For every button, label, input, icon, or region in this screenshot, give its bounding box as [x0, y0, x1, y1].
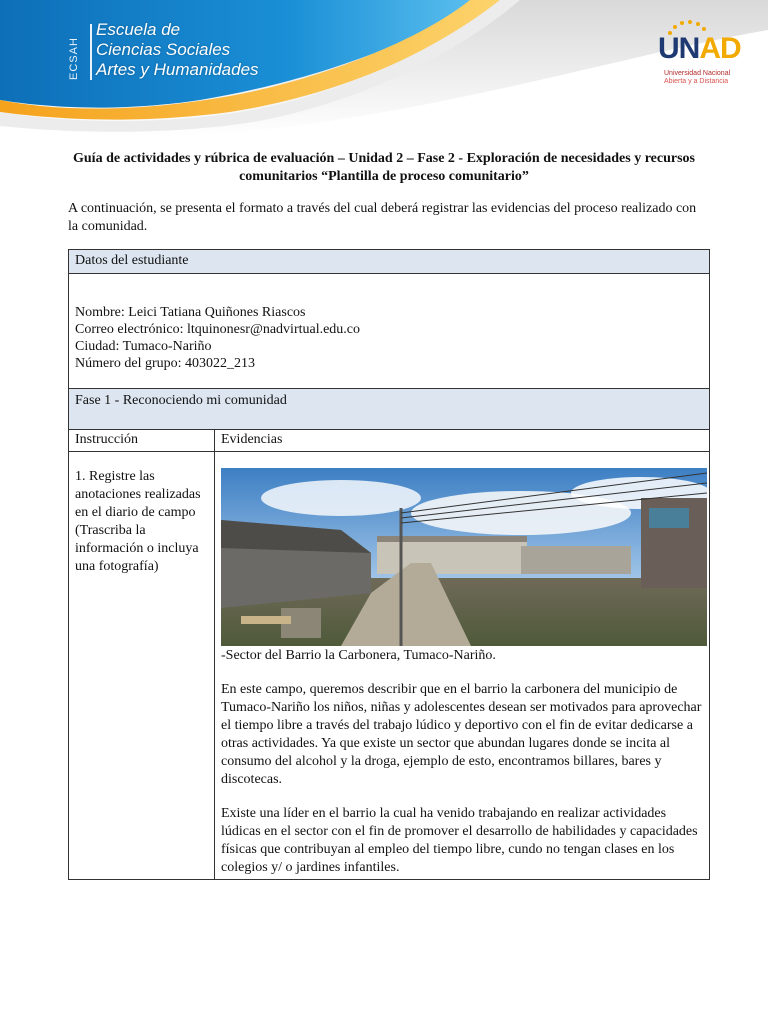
university-name-line-2: Abierta y a Distancia	[664, 78, 729, 85]
student-data-cell	[69, 274, 710, 389]
school-line-2: Ciencias Sociales	[96, 40, 231, 59]
university-name-line-1: Universidad Nacional	[664, 70, 731, 77]
evidence-column-header: Evidencias	[215, 430, 710, 452]
student-name: Nombre: Leici Tatiana Quiñones Riascos	[75, 305, 306, 320]
intro-paragraph: A continuación, se presenta el formato a través del cual deberá registrar las evidencias del proceso realizado con la comunidad.	[68, 201, 697, 234]
evidence-table	[68, 249, 710, 880]
instruction-column-header: Instrucción	[69, 430, 215, 452]
header-banner	[0, 0, 768, 140]
document-title: Guía de actividades y rúbrica de evaluación – Unidad 2 – Fase 2 - Exploración de necesidades y recursos comunitarios “Plantilla de proceso comunitario”	[73, 151, 695, 184]
unad-wordmark	[658, 32, 741, 66]
student-group: Número del grupo: 403022_213	[75, 356, 256, 371]
unad-wordmark-text: UNAD	[658, 32, 741, 65]
evidence-paragraph-2: Existe una líder en el barrio la cual ha venido trabajando en realizar actividades lúdicas en el sector con el fin de promover el desarrollo de habilidades y capacidades físicas que contribuyan al empleo del tiempo libre, cundo no tengan clases en los colegios y/ o jardines infantiles.	[221, 806, 698, 875]
photo-caption: -Sector del Barrio la Carbonera, Tumaco-Nariño.	[221, 648, 496, 663]
neighborhood-photo	[221, 468, 707, 646]
banner-divider	[90, 24, 92, 80]
school-line-1: Escuela de	[96, 20, 181, 39]
student-email: Correo electrónico: ltquinonesr@nadvirtual.edu.co	[75, 322, 361, 337]
unad-logo	[658, 22, 748, 92]
university-name	[664, 70, 730, 86]
instruction-cell: 1. Registre las anotaciones realizadas en el diario de campo (Trascriba la información o incluya una fotografía)	[69, 452, 215, 880]
student-data-header: Datos del estudiante	[69, 250, 710, 274]
evidence-cell	[215, 452, 710, 880]
evidence-paragraph-1: En este campo, queremos describir que en el barrio la carbonera del municipio de Tumaco-Nariño los niños, niñas y adolescentes desean ser motivados para aprovechar el tiempo libre a través del trabajo lúdico y deportivo con el fin de evitar dedicarse a otras actividades. Ya que existe un sector que abundan lugares donde se incita al consumo del alcohol y la droga, ejemplo de esto, encontramos billares, bares y discotecas.	[221, 682, 702, 787]
school-line-3: Artes y Humanidades	[96, 60, 259, 79]
school-acronym: ECSAH	[68, 37, 80, 80]
phase-header: Fase 1 - Reconociendo mi comunidad	[69, 389, 710, 430]
school-name	[96, 20, 259, 80]
student-city: Ciudad: Tumaco-Nariño	[75, 339, 212, 354]
